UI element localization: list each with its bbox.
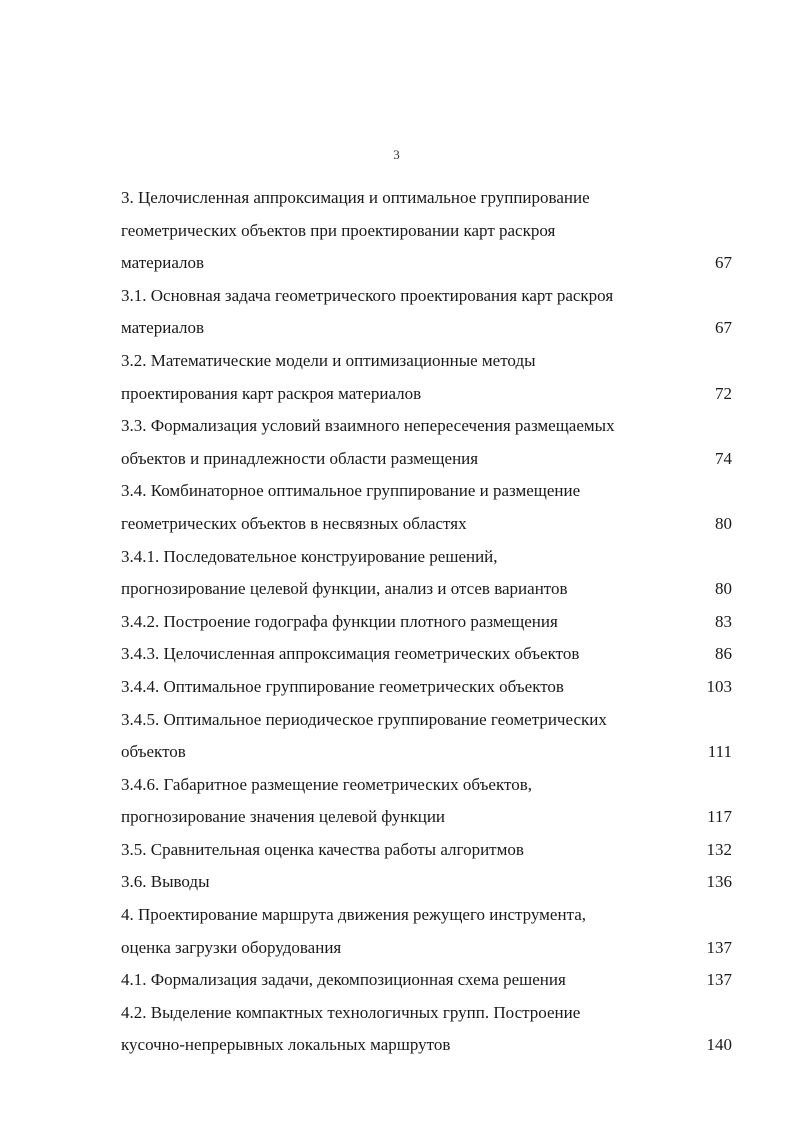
toc-line bbox=[121, 345, 732, 378]
toc-line bbox=[121, 312, 732, 345]
toc-page-number: 83 bbox=[715, 611, 732, 631]
toc-line bbox=[121, 378, 732, 411]
toc-page-number: 86 bbox=[715, 644, 732, 664]
toc-page-number: 80 bbox=[715, 579, 732, 599]
toc-page-number: 103 bbox=[706, 676, 732, 696]
toc-entry-text: 3.4.1. Последовательное конструирование решений, bbox=[121, 546, 498, 566]
toc-entry-text: геометрических объектов при проектировании карт раскроя bbox=[121, 220, 556, 240]
toc-line bbox=[121, 573, 732, 606]
toc-line bbox=[121, 866, 732, 899]
toc-page-number: 117 bbox=[707, 807, 732, 827]
toc-entry-text: материалов bbox=[121, 253, 205, 273]
toc-line bbox=[121, 834, 732, 867]
toc-entry-text: 3.4. Комбинаторное оптимальное группирование и размещение bbox=[121, 481, 581, 501]
toc-entry-text: проектирования карт раскроя материалов bbox=[121, 383, 422, 403]
toc-line bbox=[121, 801, 732, 834]
toc-line bbox=[121, 704, 732, 737]
toc-line bbox=[121, 443, 732, 476]
toc-entry-text: 3.6. Выводы bbox=[121, 872, 210, 892]
toc-page-number: 132 bbox=[706, 839, 732, 859]
toc-entry-text: материалов bbox=[121, 318, 205, 338]
toc-line bbox=[121, 410, 732, 443]
toc-line bbox=[121, 1029, 732, 1062]
toc-line bbox=[121, 541, 732, 574]
toc-entry-text: геометрических объектов в несвязных областях bbox=[121, 513, 467, 533]
toc-line bbox=[121, 899, 732, 932]
toc-line bbox=[121, 769, 732, 802]
toc-page-number: 67 bbox=[715, 253, 732, 273]
toc-entry-text: 4. Проектирование маршрута движения режущего инструмента, bbox=[121, 905, 587, 925]
toc-page-number: 111 bbox=[707, 742, 732, 762]
toc-line bbox=[121, 606, 732, 639]
toc-entry-text: прогнозирование значения целевой функции bbox=[121, 807, 446, 827]
toc-line bbox=[121, 215, 732, 248]
toc-page-number: 72 bbox=[715, 383, 732, 403]
toc-entry-text: 3.4.2. Построение годографа функции плотного размещения bbox=[121, 611, 558, 631]
toc-line bbox=[121, 638, 732, 671]
toc-line bbox=[121, 671, 732, 704]
toc-line bbox=[121, 964, 732, 997]
toc-entry-text: 3.4.5. Оптимальное периодическое группирование геометрических bbox=[121, 709, 607, 729]
toc-entry-text: 3.1. Основная задача геометрического проектирования карт раскроя bbox=[121, 285, 614, 305]
toc-page-number: 137 bbox=[706, 970, 732, 990]
toc-entry-text: прогнозирование целевой функции, анализ и отсев вариантов bbox=[121, 579, 568, 599]
toc-entry-text: 3.4.3. Целочисленная аппроксимация геометрических объектов bbox=[121, 644, 580, 664]
toc-line bbox=[121, 736, 732, 769]
toc-page-number: 67 bbox=[715, 318, 732, 338]
toc-page-number: 74 bbox=[715, 448, 732, 468]
table-of-contents bbox=[121, 182, 732, 1062]
toc-entry-text: 3.3. Формализация условий взаимного непересечения размещаемых bbox=[121, 416, 615, 436]
toc-line bbox=[121, 475, 732, 508]
toc-entry-text: 3.2. Математические модели и оптимизационные методы bbox=[121, 350, 536, 370]
toc-entry-text: 3.5. Сравнительная оценка качества работы алгоритмов bbox=[121, 839, 524, 859]
toc-page-number: 140 bbox=[706, 1035, 732, 1055]
toc-line bbox=[121, 932, 732, 965]
toc-line bbox=[121, 997, 732, 1030]
toc-line bbox=[121, 247, 732, 280]
toc-entry-text: кусочно-непрерывных локальных маршрутов bbox=[121, 1035, 451, 1055]
toc-entry-text: 4.1. Формализация задачи, декомпозиционная схема решения bbox=[121, 970, 566, 990]
toc-line bbox=[121, 508, 732, 541]
toc-entry-text: 3.4.6. Габаритное размещение геометрических объектов, bbox=[121, 774, 532, 794]
toc-page-number: 136 bbox=[706, 872, 732, 892]
toc-page-number: 80 bbox=[715, 513, 732, 533]
toc-entry-text: оценка загрузки оборудования bbox=[121, 937, 342, 957]
page-number: 3 bbox=[393, 147, 400, 162]
toc-entry-text: 3. Целочисленная аппроксимация и оптимальное группирование bbox=[121, 188, 590, 207]
toc-line bbox=[121, 280, 732, 313]
toc-entry-text: 3.4.4. Оптимальное группирование геометрических объектов bbox=[121, 676, 564, 696]
toc-line bbox=[121, 182, 732, 215]
toc-entry-text: 4.2. Выделение компактных технологичных групп. Построение bbox=[121, 1002, 581, 1022]
toc-entry-text: объектов bbox=[121, 742, 186, 762]
toc-entry-text: объектов и принадлежности области размещения bbox=[121, 448, 479, 468]
toc-page-number: 137 bbox=[706, 937, 732, 957]
